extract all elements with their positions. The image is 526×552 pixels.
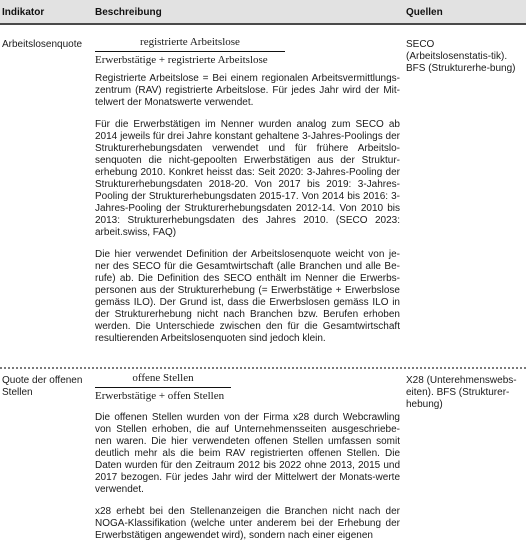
row1-paragraph-1: Registrierte Arbeitslose = Bei einem regionalen Arbeitsvermittlungs-zentrum (RAV) registrierte Arbeitslose. Für jedes Jahr wird der Mit-telwert der Monatswerte verwendet. xyxy=(95,73,400,108)
row1-formula-denominator: Erwerbstätige + registrierte Arbeitslose xyxy=(95,54,268,66)
row1-source: SECO (Arbeitslosenstatis-tik). BFS (Strukturerhe-bung) xyxy=(406,39,516,74)
row2-description xyxy=(95,412,400,552)
header-quellen: Quellen xyxy=(406,7,443,18)
row-divider xyxy=(0,367,526,369)
row2-indicator: Quote der offenen Stellen xyxy=(2,375,83,398)
row2-formula-numerator: offene Stellen xyxy=(132,372,194,384)
header-indikator: Indikator xyxy=(2,7,45,18)
table-header xyxy=(0,0,526,25)
row1-paragraph-2: Für die Erwerbstätigen im Nenner wurden analog zum SECO ab 2014 jeweils für drei Jahre konstant gehaltene 3-Jahres-Poolings der Strukturerhebungsdaten verwendet und für frühere Arbeitslo-senquoten die nicht-gepoolten Erwerbstätigen aus der Struktur-erhebung 2010. Konkret heisst das: Seit 2020: 3-Jahres-Pooling der Strukturerhebungsdaten 2018-20. Von 2017 bis 2019: 3-Jahres-Pooling der Strukturerhebungsdaten 2015-17. Von 2014 bis 2016: 3-Jahres-Pooling der Strukturerhebungsdaten 2012-14. Von 2010 bis 2013: Strukturerhebungsdaten des Jahres 2010. (SECO 2023: arbeit.swiss, FAQ) xyxy=(95,119,400,238)
row2-source: X28 (Unterehmenswebs-eiten). BFS (Strukturer-hebung) xyxy=(406,375,517,410)
row1-formula-numerator: registrierte Arbeitslose xyxy=(140,36,240,48)
row1-indicator: Arbeitslosenquote xyxy=(2,39,83,50)
row2-paragraph-1: Die offenen Stellen wurden von der Firma x28 durch Webcrawling von Stellen erhoben, die auf Unternehmensseiten ausgeschriebe-nen waren. Die hier verwendeten offenen Stellen umfassen somit deutlich mehr als die beim RAV registrierten offenen Stellen. Die Daten wurden für den Zeitraum 2012 bis 2022 ohne 2013, 2015 und 2017 bezogen. Für jedes Jahr wird der Mittelwert der Monats-werte verwendet. xyxy=(95,412,400,495)
row2-formula-denominator: Erwerbstätige + offen Stellen xyxy=(95,390,225,402)
row2-formula xyxy=(95,372,231,403)
header-beschreibung: Beschreibung xyxy=(95,7,162,18)
row2-paragraph-2: x28 erhebt bei den Stellenanzeigen die Branchen nicht nach der NOGA-Klassifikation (welche unter anderem bei der Erhebung der Erwerbstätigen angewendet wird), sondern nach einer eigenen xyxy=(95,506,400,541)
row1-description xyxy=(95,73,400,355)
row2-formula-bar xyxy=(95,387,231,388)
row1-formula xyxy=(95,36,285,67)
row1-paragraph-3: Die hier verwendet Definition der Arbeitslosenquote weicht von je-ner des SECO für die Gesamtwirtschaft (alle Branchen und alle Be-rufe) ab. Die Definition des SECO enthält im Nenner die Erwerbs-personen aus der Strukturerhebung (= Erwerbstätige + Erwerbslose gemäss ILO). Der Grund ist, dass die Erwerbslosen gemäss ILO in der Strukturerhebung nicht nach Branchen bzw. Berufen erhoben werden. Die Unterschiede zwischen den für die Gesamtwirtschaft resultierenden Arbeitslosenquoten sind jedoch klein. xyxy=(95,249,400,344)
row1-formula-bar xyxy=(95,51,285,52)
